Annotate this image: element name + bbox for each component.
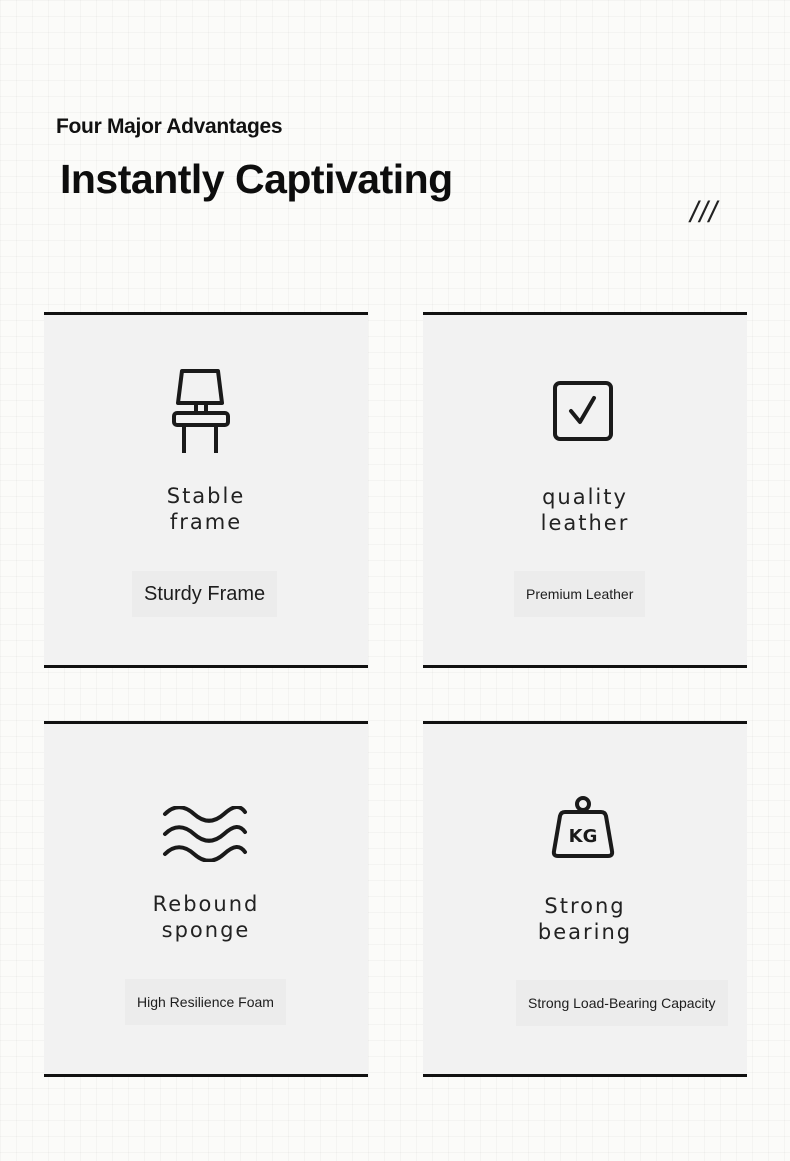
slash-decoration: /// bbox=[690, 196, 719, 229]
feature-label: Sturdy Frame bbox=[132, 571, 277, 617]
chair-icon bbox=[170, 367, 232, 455]
feature-label: Strong Load-Bearing Capacity bbox=[516, 980, 728, 1026]
section-subtitle: Four Major Advantages bbox=[56, 115, 283, 138]
checkbox-icon bbox=[551, 379, 615, 443]
feature-card-strong-bearing bbox=[423, 721, 747, 1077]
feature-title: Rebound sponge bbox=[152, 892, 260, 942]
feature-title: Stable frame bbox=[166, 484, 246, 534]
feature-label: Premium Leather bbox=[514, 571, 645, 617]
feature-card-stable-frame bbox=[44, 312, 368, 668]
feature-title: quality leather bbox=[540, 485, 630, 535]
weight-icon bbox=[551, 796, 615, 860]
feature-title: Strong bearing bbox=[537, 894, 633, 944]
feature-card-rebound-sponge bbox=[44, 721, 368, 1077]
weight-icon-text: KG bbox=[568, 826, 598, 847]
section-title: Instantly Captivating bbox=[60, 156, 453, 202]
feature-card-quality-leather bbox=[423, 312, 747, 668]
feature-label: High Resilience Foam bbox=[125, 979, 286, 1025]
waves-icon bbox=[162, 806, 248, 862]
